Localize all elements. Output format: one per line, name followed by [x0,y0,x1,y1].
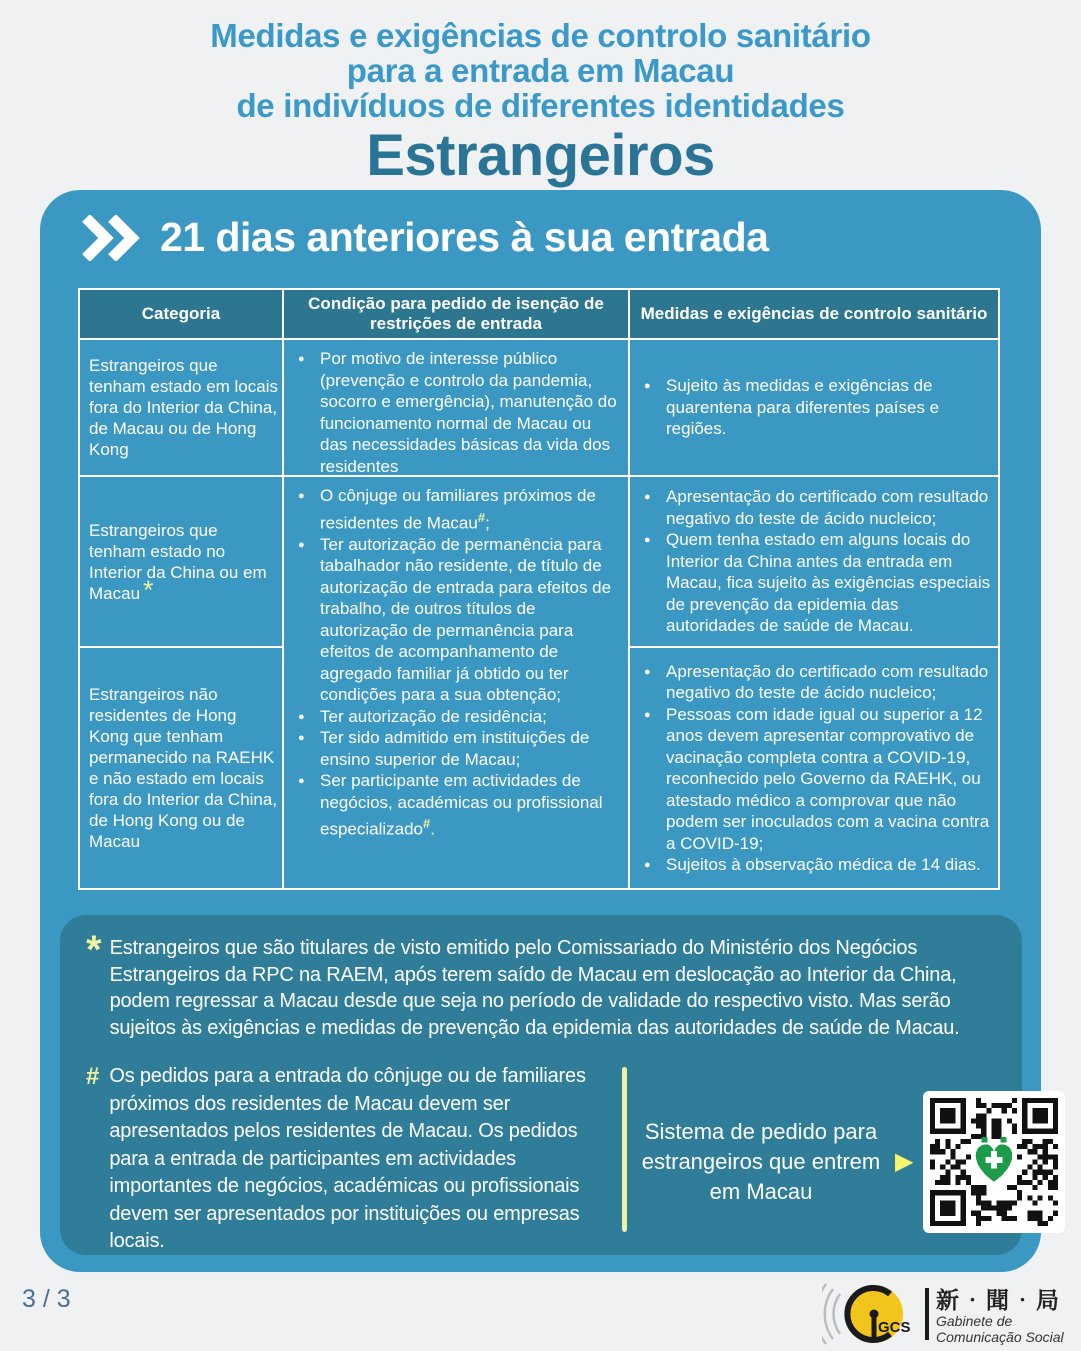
bullet-item: ● Ter autorização de permanência para tabalhador não residente, de título de autorização de entrada para efeitos de trabalho, de outros títulos de autorização de permanência para efeitos de acompanhamento de agregado familiar já obtido ou ter condições para a sua obtenção; [292,534,622,706]
category-text: Estrangeiros não residentes de Hong Kong que tenham permanecido na RAEHK e não estado em locais fora do Interior da China, de Hong Kong ou de Macau [89,685,278,851]
asterisk-marker: * [143,574,154,605]
hash-marker: # [86,1063,100,1090]
bullet-list [638,661,992,876]
table-row2-category [80,477,282,646]
hash-superscript: # [423,816,431,832]
table-row1-conditions [284,340,628,475]
logo-portuguese-name-2: Comunicação Social [936,1329,1064,1345]
footnotes-bottom-row [86,1063,998,1256]
bullet-item: ● Pessoas com idade igual ou superior a 12 anos devem apresentar comprovativo de vacinação completa contra a COVID-19, reconhecido pelo Governo da RAEHK, ou atestado médico a comprovar que não podem ser inoculados com a vacina contra a COVID-19; [638,704,992,855]
page-subtitle: Estrangeiros [366,123,715,188]
footnote-asterisk [86,928,998,1041]
bullet-item: ● O cônjuge ou familiares próximos de residentes de Macau#; [292,485,622,534]
gcs-disc-icon [845,1285,911,1343]
qr-label: Sistema de pedido para estrangeiros que entrem em Macau [641,1119,881,1205]
bullet-item: ● Sujeito às medidas e exigências de quarentena para diferentes países e regiões. [638,375,992,440]
footnote-hash-text: Os pedidos para a entrada do cônjuge ou de familiares próximos dos residentes de Macau devem ser apresentados pelos residentes de Macau. Os pedidos para a entrada de participantes em actividades importantes de negócios, académicas ou profissionais devem ser apresentados por instituições ou empresas locais. [109,1065,586,1252]
footnote-asterisk-text: Estrangeiros que são titulares de visto emitido pelo Comissariado do Ministério dos Negócios Estrangeiros da RPC na RAEM, após terem saído de Macau em deslocação ao Interior da China, podem regressar a Macau desde que seja no período de validade do respectivo visto. Mas serão sujeitos às exigências e medidas de prevenção da epidemia das autoridades de saúde de Macau. [109,937,960,1039]
column-header-categoria: Categoria [80,290,282,338]
table-row3-category [80,648,282,888]
logo-portuguese-name-1: Gabinete de [936,1313,1013,1329]
footnote-hash [86,1063,614,1256]
category-label: Estrangeiros que tenham estado no Interior da China ou em Macau [89,520,267,603]
category-text: Estrangeiros que tenham estado em locais fora do Interior da China, de Macau ou de Hong Kong [89,356,278,459]
asterisk-marker: * [86,928,102,972]
bullet-item: ● Por motivo de interesse público (prevenção e controlo da pandemia, socorro e emergência), manutenção do funcionamento normal de Macau ou das necessidades básicas da vida dos residentes [292,348,622,477]
bullet-item: ● Quem tenha estado em alguns locais do Interior da China antes da entrada em Macau, fica sujeito às exigências especiais de prevenção da epidemia das autoridades de saúde de Macau. [638,529,992,637]
qr-section [637,1063,1065,1256]
table-row2-measures [630,477,998,646]
bullet-list [292,348,622,477]
arrow-right-icon: ▶ [895,1148,914,1176]
hash-superscript: # [477,509,486,525]
bullet-list [292,485,622,840]
bullet-item: ● Sujeitos à observação médica de 14 dias. [638,854,992,876]
page-header [0,18,1081,187]
qr-code [923,1091,1065,1233]
logo-chinese-name: 新‧聞‧局 [936,1287,1061,1313]
column-header-medidas: Medidas e exigências de controlo sanitário [630,290,998,338]
entry-requirements-table [78,288,1000,890]
table-row2-3-conditions [284,477,628,888]
table-row1-measures [630,340,998,475]
bullet-item: ● Ter autorização de residência; [292,706,622,728]
gcs-acronym: GCS [878,1319,911,1336]
table-row3-measures [630,648,998,888]
footnotes-panel [60,915,1022,1255]
table-row1-category [80,340,282,475]
main-card [40,190,1041,1272]
vertical-divider [622,1067,627,1232]
bullet-item: ● Apresentação do certificado com resultado negativo do teste de ácido nucleico; [638,486,992,529]
page-title-line-2: para a entrada em Macau [346,52,735,89]
double-chevron-icon [82,215,144,261]
bullet-list [638,375,992,440]
bullet-item: ● Ser participante em actividades de negócios, académicas ou profissional especializado#. [292,770,622,840]
category-text [89,520,278,604]
column-header-condicao: Condição para pedido de isenção de restrições de entrada [284,290,628,338]
page-number: 3 / 3 [22,1285,71,1313]
section-heading [82,214,768,261]
bullet-list [638,486,992,637]
section-heading-text: 21 dias anteriores à sua entrada [160,214,769,260]
gcs-logo [822,1280,1067,1348]
page-title-line-1: Medidas e exigências de controlo sanitário [210,17,871,54]
bullet-item: ● Ter sido admitido em instituições de ensino superior de Macau; [292,727,622,770]
logo-separator [925,1288,929,1340]
page-title-line-3: de indivíduos de diferentes identidades [236,87,845,124]
bullet-item: ● Apresentação do certificado com resultado negativo do teste de ácido nucleico; [638,661,992,704]
signal-arcs-icon [822,1284,840,1344]
